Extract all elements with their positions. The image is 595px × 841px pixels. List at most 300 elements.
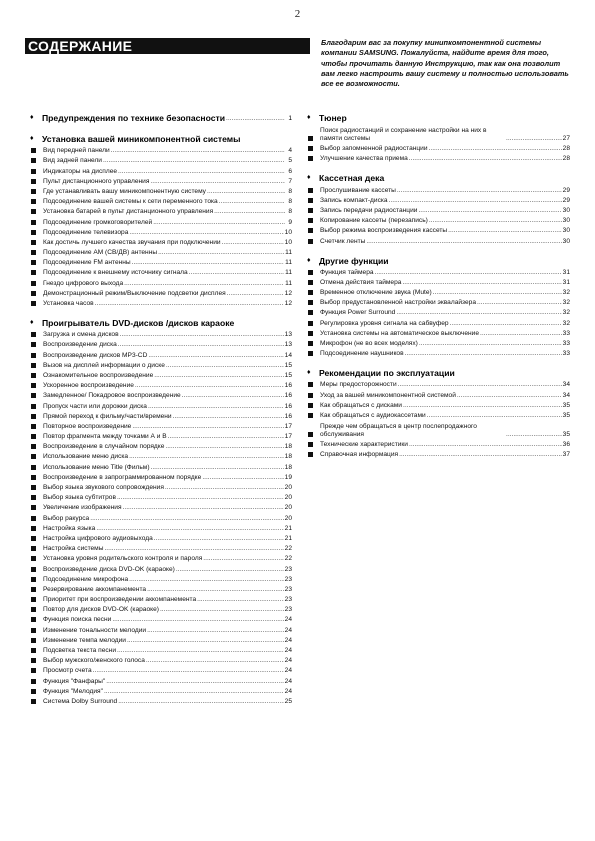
toc-entry[interactable]: [307, 287, 570, 297]
toc-entry-label: Ускоренное воспроизведение: [43, 382, 134, 390]
toc-entry-label: Воспроизведение диска: [43, 341, 117, 349]
toc-entry[interactable]: [30, 655, 292, 665]
toc-entry-label: Запись передачи радиостанции: [320, 206, 418, 214]
toc-page-number: 30: [562, 206, 570, 214]
toc-page-number: 20: [284, 514, 292, 522]
toc-page-number: 23: [284, 596, 292, 604]
toc-entry-label: Демонстрационный режим/Выключение подсветки дисплея: [43, 289, 226, 297]
square-bullet-icon: [308, 136, 313, 141]
toc-entry-label: Воспроизведение в запрограммированном порядке: [43, 473, 202, 481]
toc-entry[interactable]: [307, 195, 570, 205]
toc-entry-label: Прослушивание кассеты: [320, 186, 396, 194]
toc-leader-dots: [389, 197, 562, 205]
square-bullet-icon: [31, 353, 36, 358]
square-bullet-icon: [308, 146, 313, 151]
toc-leader-dots: [203, 555, 283, 563]
toc-entry-label: Воспроизведение в случайном порядке: [43, 443, 165, 451]
square-bullet-icon: [31, 260, 36, 265]
toc-entry-label: Установка батарей в пульт дистанционного управления: [43, 208, 214, 216]
toc-section: [30, 112, 292, 124]
toc-entry[interactable]: [30, 441, 292, 451]
toc-entry[interactable]: [30, 186, 292, 196]
toc-page-number: 24: [284, 657, 292, 665]
toc-section-heading[interactable]: [30, 112, 292, 124]
toc-entry[interactable]: [307, 143, 570, 153]
toc-entry[interactable]: [30, 421, 292, 431]
toc-leader-dots: [93, 667, 284, 675]
toc-entry[interactable]: [30, 155, 292, 165]
toc-entry[interactable]: [307, 389, 570, 399]
square-bullet-icon: [31, 404, 36, 409]
toc-entry-label: Использование меню диска: [43, 453, 129, 461]
toc-entry[interactable]: [30, 482, 292, 492]
toc-leader-dots: [96, 525, 283, 533]
toc-leader-dots: [168, 433, 284, 441]
toc-entry-label: Резервирование аккомпанемента: [43, 585, 147, 593]
toc-entry[interactable]: [30, 145, 292, 155]
square-bullet-icon: [31, 607, 36, 612]
toc-entry[interactable]: [307, 420, 570, 439]
square-bullet-icon: [31, 516, 36, 521]
square-bullet-icon: [31, 363, 36, 368]
toc-page-number: 18: [284, 443, 292, 451]
toc-entry[interactable]: [30, 216, 292, 226]
toc-entry[interactable]: [30, 563, 292, 573]
toc-entry-label: Улучшение качества приема: [320, 155, 408, 163]
toc-entry[interactable]: [30, 390, 292, 400]
toc-leader-dots: [227, 290, 284, 298]
toc-page-number: 20: [284, 494, 292, 502]
toc-leader-dots: [117, 494, 284, 502]
toc-entry-label: Подсоединение наушников: [320, 350, 404, 358]
square-bullet-icon: [31, 587, 36, 592]
toc-entry[interactable]: [30, 543, 292, 553]
toc-entry-label: Функция "Фанфары": [43, 677, 106, 685]
toc-page-number: 23: [284, 585, 292, 593]
toc-leader-dots: [173, 413, 284, 421]
toc-page-number: 20: [284, 504, 292, 512]
toc-entry[interactable]: [30, 196, 292, 206]
toc-entry[interactable]: [307, 317, 570, 327]
toc-entry[interactable]: [30, 614, 292, 624]
toc-section-title: Установка вашей миникомпонентной системы: [42, 134, 241, 144]
square-bullet-icon: [31, 270, 36, 275]
toc-entry-label: Выбор языка субтитров: [43, 494, 116, 502]
toc-entry-label: Подсоединение громкоговорителей: [43, 218, 153, 226]
toc-leader-dots: [90, 515, 283, 523]
toc-entry-label: Функция "Мелодия": [43, 687, 103, 695]
toc-entry-label: Вид задней панели: [43, 157, 102, 165]
toc-entry[interactable]: [30, 492, 292, 502]
toc-entry[interactable]: [30, 349, 292, 359]
toc-entry[interactable]: [307, 348, 570, 358]
square-bullet-icon: [308, 239, 313, 244]
toc-page-number: 29: [562, 186, 570, 194]
toc-entry[interactable]: [30, 502, 292, 512]
toc-entry[interactable]: [30, 451, 292, 461]
toc-entry-label: Выбор языка звукового сопровождения: [43, 484, 164, 491]
square-bullet-icon: [308, 198, 313, 203]
toc-section: [307, 255, 570, 359]
toc-item-list: [307, 184, 570, 245]
toc-entry-label: Технические характеристики: [320, 441, 408, 449]
toc-entry-label: Настройка языка: [43, 524, 96, 532]
toc-entry[interactable]: [307, 184, 570, 194]
toc-page-number: 18: [284, 453, 292, 461]
toc-page-number: 30: [562, 217, 570, 225]
toc-leader-dots: [104, 688, 284, 696]
square-bullet-icon: [308, 341, 313, 346]
toc-page-number: 23: [284, 606, 292, 614]
toc-entry[interactable]: [307, 328, 570, 338]
toc-entry[interactable]: [30, 696, 292, 706]
toc-entry[interactable]: [307, 400, 570, 410]
square-bullet-icon: [308, 403, 313, 408]
toc-leader-dots: [118, 698, 283, 706]
toc-entry-label: Где устанавливать вашу миникомпонентную систему: [43, 187, 206, 195]
square-bullet-icon: [31, 658, 36, 663]
toc-page-number: 31: [562, 278, 570, 286]
toc-entry-label: Вид передней панели: [43, 147, 110, 155]
toc-entry[interactable]: [30, 267, 292, 277]
toc-page-number: 35: [562, 430, 570, 438]
toc-entry[interactable]: [307, 277, 570, 287]
toc-entry-label: Замедленное/ Покадровое воспроизведение: [43, 392, 181, 400]
toc-section-heading[interactable]: [307, 172, 570, 184]
toc-leader-dots: [427, 412, 562, 420]
toc-page-number: 23: [284, 565, 292, 573]
square-bullet-icon: [31, 169, 36, 174]
toc-leader-dots: [111, 147, 285, 155]
toc-page-number: 13: [284, 341, 292, 349]
toc-page-number: 24: [284, 616, 292, 624]
page-number: 2: [294, 8, 301, 20]
toc-entry-label: Настройка цифрового аудиовыхода: [43, 534, 153, 542]
toc-entry-label: Ознакомительное воспроизведение: [43, 371, 154, 379]
toc-entry[interactable]: [307, 297, 570, 307]
toc-entry[interactable]: [307, 267, 570, 277]
square-bullet-icon: [308, 156, 313, 161]
toc-entry[interactable]: [30, 523, 292, 533]
toc-page-number: 32: [562, 289, 570, 297]
toc-leader-dots: [104, 545, 283, 553]
toc-entry[interactable]: [307, 449, 570, 459]
toc-entry[interactable]: [30, 165, 292, 175]
diamond-bullet-icon: ♦: [307, 174, 311, 182]
diamond-bullet-icon: ♦: [30, 114, 34, 121]
toc-entry[interactable]: [307, 225, 570, 235]
toc-entry-label: Загрузка и смена дисков: [43, 331, 119, 339]
toc-page-number: 32: [562, 299, 570, 307]
toc-leader-dots: [148, 403, 284, 411]
toc-leader-dots: [135, 382, 284, 390]
toc-leader-dots: [153, 219, 285, 227]
toc-entry[interactable]: [30, 624, 292, 634]
toc-leader-dots: [398, 381, 562, 389]
toc-page-number: 24: [284, 677, 292, 685]
toc-entry[interactable]: [30, 553, 292, 563]
toc-entry[interactable]: [30, 645, 292, 655]
toc-page-number: 15: [284, 371, 292, 379]
toc-entry-label: Подсоединение к внешнему источнику сигнала: [43, 269, 188, 277]
toc-leader-dots: [146, 657, 284, 665]
toc-section: [30, 317, 292, 706]
toc-leader-dots: [409, 155, 562, 163]
toc-leader-dots: [165, 443, 283, 451]
toc-item-list: [307, 379, 570, 459]
toc-leader-dots: [132, 259, 285, 267]
square-bullet-icon: [308, 218, 313, 223]
toc-entry-label: Функция Power Surround: [320, 309, 396, 317]
square-bullet-icon: [31, 332, 36, 337]
toc-entry[interactable]: [30, 400, 292, 410]
diamond-bullet-icon: ♦: [307, 256, 311, 264]
toc-entry-label: Временное отключение звука (Mute): [320, 289, 432, 297]
toc-page-number: 33: [562, 329, 570, 337]
square-bullet-icon: [308, 442, 313, 447]
toc-entry-label: Приоритет при воспроизведении аккомпанемента: [43, 596, 197, 604]
toc-leader-dots: [117, 647, 284, 655]
square-bullet-icon: [31, 679, 36, 684]
toc-section-title: Проигрыватель DVD-дисков /дисков караоке: [42, 318, 235, 328]
toc-section-heading[interactable]: [30, 317, 292, 329]
toc-leader-dots: [165, 484, 284, 492]
square-bullet-icon: [31, 434, 36, 439]
square-bullet-icon: [31, 577, 36, 582]
toc-entry[interactable]: [30, 665, 292, 675]
toc-entry[interactable]: [30, 339, 292, 349]
toc-section-heading[interactable]: [307, 367, 570, 379]
toc-leader-dots: [429, 145, 562, 153]
toc-page-number: 22: [284, 555, 292, 563]
toc-section-heading[interactable]: [307, 112, 570, 124]
toc-page-number: 34: [562, 391, 570, 399]
toc-entry[interactable]: [30, 227, 292, 237]
toc-page-number: 17: [284, 433, 292, 441]
toc-page-number: 6: [288, 167, 292, 175]
square-bullet-icon: [31, 250, 36, 255]
toc-entry-label: Повтор для дисков DVD-OK (караоке): [43, 606, 159, 614]
toc-entry-label: Использование меню Title (Фильм): [43, 463, 150, 471]
toc-leader-dots: [219, 198, 285, 206]
toc-leader-dots: [506, 135, 562, 143]
toc-section-heading[interactable]: [307, 255, 570, 267]
toc-entry[interactable]: [30, 277, 292, 287]
square-bullet-icon: [308, 228, 313, 233]
toc-entry[interactable]: [30, 411, 292, 421]
square-bullet-icon: [31, 179, 36, 184]
square-bullet-icon: [31, 393, 36, 398]
square-bullet-icon: [31, 158, 36, 163]
toc-entry[interactable]: [30, 686, 292, 696]
toc-entry[interactable]: [30, 380, 292, 390]
toc-entry[interactable]: [30, 257, 292, 267]
toc-page-number: 34: [562, 381, 570, 389]
toc-leader-dots: [506, 431, 562, 439]
toc-page-number: 24: [284, 636, 292, 644]
toc-entry[interactable]: [307, 410, 570, 420]
toc-entry-label: Система Dolby Surround: [43, 697, 118, 705]
toc-entry[interactable]: [30, 675, 292, 685]
toc-entry-label: Справочная информация: [320, 451, 399, 459]
toc-entry-label: Подсоединение вашей системы к сети переменного тока: [43, 198, 218, 206]
toc-entry-label: Функция поиска песни: [43, 616, 112, 624]
toc-page-number: 32: [562, 309, 570, 317]
toc-entry[interactable]: [30, 574, 292, 584]
toc-page-number: 16: [284, 402, 292, 410]
toc-entry[interactable]: [30, 604, 292, 614]
toc-page-number: 30: [562, 237, 570, 245]
toc-entry-label: Увеличение изображения: [43, 504, 122, 512]
diamond-bullet-icon: ♦: [30, 135, 34, 142]
toc-page-number: 28: [562, 145, 570, 153]
toc-leader-dots: [189, 269, 284, 277]
diamond-bullet-icon: ♦: [307, 369, 311, 377]
toc-entry[interactable]: [30, 431, 292, 441]
toc-page-number: 4: [288, 147, 292, 155]
toc-entry[interactable]: [307, 205, 570, 215]
diamond-bullet-icon: ♦: [30, 319, 34, 326]
toc-entry[interactable]: [30, 206, 292, 216]
toc-leader-dots: [176, 566, 284, 574]
toc-leader-dots: [124, 280, 284, 288]
toc-entry-label: Подсветка текста песни: [43, 647, 117, 654]
toc-leader-dots: [222, 239, 284, 247]
toc-entry[interactable]: [30, 533, 292, 543]
toc-page-number: 36: [562, 441, 570, 449]
toc-section-heading[interactable]: [30, 133, 292, 145]
toc-page-number: 10: [284, 228, 292, 236]
toc-leader-dots: [120, 331, 284, 339]
toc-leader-dots: [403, 402, 562, 410]
toc-section: [30, 133, 292, 308]
toc-entry[interactable]: [30, 288, 292, 298]
toc-leader-dots: [129, 453, 284, 461]
square-bullet-icon: [31, 383, 36, 388]
toc-page-number: 8: [288, 187, 292, 195]
toc-entry[interactable]: [30, 594, 292, 604]
toc-page-number: 8: [288, 198, 292, 206]
toc-entry-label: Запись компакт-диска: [320, 196, 388, 204]
toc-page-number: 7: [288, 177, 292, 185]
square-bullet-icon: [31, 230, 36, 235]
toc-entry[interactable]: [307, 235, 570, 245]
toc-entry-label: Уход за вашей миникомпонентной системой: [320, 391, 456, 399]
square-bullet-icon: [31, 648, 36, 653]
toc-entry[interactable]: [307, 379, 570, 389]
square-bullet-icon: [308, 321, 313, 326]
toc-leader-dots: [148, 352, 283, 360]
page-title: СОДЕРЖАНИЕ: [25, 38, 310, 54]
toc-entry-label: Установка системы на автоматическое выключение: [320, 329, 479, 337]
toc-leader-dots: [150, 178, 285, 186]
toc-entry[interactable]: [30, 176, 292, 186]
toc-page-number: 29: [562, 196, 570, 204]
toc-entry-label: Выбор ракурса: [43, 514, 90, 522]
toc-entry[interactable]: [30, 360, 292, 370]
toc-entry[interactable]: [307, 307, 570, 317]
square-bullet-icon: [308, 300, 313, 305]
toc-leader-dots: [182, 392, 284, 400]
toc-entry-label: Как обращаться с аудиокассетами: [320, 411, 426, 419]
toc-leader-dots: [226, 115, 285, 122]
toc-leader-dots: [103, 157, 285, 165]
square-bullet-icon: [31, 617, 36, 622]
toc-entry-label: Подсоединение AM (СВ/ДВ) антенны: [43, 249, 158, 257]
toc-entry-label: Выбор предустановленной настройки эквалайзера: [320, 299, 476, 307]
square-bullet-icon: [31, 597, 36, 602]
square-bullet-icon: [31, 189, 36, 194]
square-bullet-icon: [31, 638, 36, 643]
toc-entry[interactable]: [30, 584, 292, 594]
square-bullet-icon: [31, 556, 36, 561]
toc-page-number: 5: [288, 157, 292, 165]
toc-entry[interactable]: [30, 247, 292, 257]
square-bullet-icon: [31, 199, 36, 204]
toc-entry[interactable]: [30, 370, 292, 380]
toc-item-list: [307, 267, 570, 359]
toc-page-number: 35: [562, 411, 570, 419]
square-bullet-icon: [31, 546, 36, 551]
toc-entry-label: Повторное воспроизведение: [43, 422, 132, 430]
toc-entry[interactable]: [307, 215, 570, 225]
toc-section-title: Тюнер: [319, 113, 347, 123]
toc-item-list: [307, 124, 570, 163]
toc-leader-dots: [129, 576, 283, 584]
toc-entry[interactable]: [30, 461, 292, 471]
toc-page-number: 10: [284, 238, 292, 246]
toc-section-title: Другие функции: [319, 255, 389, 266]
toc-entry[interactable]: [30, 329, 292, 339]
toc-entry[interactable]: [30, 298, 292, 308]
toc-leader-dots: [480, 330, 562, 338]
toc-entry[interactable]: [307, 338, 570, 348]
toc-entry[interactable]: [307, 124, 570, 143]
square-bullet-icon: [31, 495, 36, 500]
toc-leader-dots: [402, 279, 561, 287]
diamond-bullet-icon: ♦: [307, 114, 311, 121]
toc-page-number: 33: [562, 340, 570, 347]
toc-page-number: 24: [284, 687, 292, 695]
toc-entry-label: Пропуск части или дорожки диска: [43, 402, 147, 410]
toc-entry[interactable]: [307, 439, 570, 449]
toc-leader-dots: [409, 441, 562, 449]
toc-entry[interactable]: [307, 153, 570, 163]
toc-page-number: 11: [285, 259, 292, 267]
toc-entry-label: Установка часов: [43, 300, 94, 307]
toc-leader-dots: [448, 227, 561, 235]
square-bullet-icon: [31, 444, 36, 449]
toc-entry[interactable]: [30, 512, 292, 522]
square-bullet-icon: [31, 281, 36, 286]
toc-leader-dots: [202, 474, 283, 482]
toc-page-number: 24: [284, 626, 292, 634]
toc-entry-label: Подсоединение микрофона: [43, 575, 129, 583]
toc-item-list: [30, 329, 292, 706]
toc-leader-dots: [158, 249, 284, 257]
toc-page-number: 25: [284, 697, 292, 705]
toc-leader-dots: [129, 229, 283, 237]
toc-entry[interactable]: [30, 472, 292, 482]
toc-entry-label: Поиск радиостанций и сохранение настройки на них в памяти системы: [320, 127, 487, 142]
toc-entry[interactable]: [30, 635, 292, 645]
toc-page-number: 13: [284, 331, 292, 339]
square-bullet-icon: [308, 208, 313, 213]
toc-entry-label: Пульт дистанционного управления: [43, 177, 150, 185]
toc-section-title: Кассетная дека: [319, 173, 385, 184]
toc-entry[interactable]: [30, 237, 292, 247]
square-bullet-icon: [308, 280, 313, 285]
